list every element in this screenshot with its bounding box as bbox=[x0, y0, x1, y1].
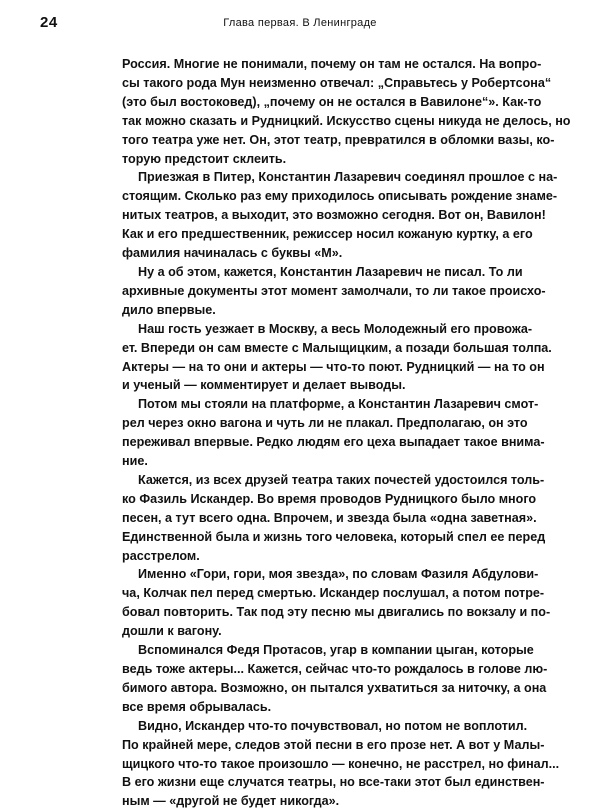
text-line: Вспоминался Федя Протасов, угар в компании цыган, которые bbox=[138, 643, 534, 658]
text-line: так можно сказать и Рудницкий. Искусство сцены никуда не делось, но bbox=[122, 113, 571, 128]
text-line: Приезжая в Питер, Константин Лазаревич соединял прошлое с на- bbox=[138, 170, 558, 185]
text-line: фамилия начиналась с буквы «М». bbox=[122, 246, 343, 261]
text-line: Ну а об этом, кажется, Константин Лазаревич не писал. То ли bbox=[138, 264, 523, 279]
text-line: все время обрывалась. bbox=[122, 699, 272, 714]
text-line: щицкого что-то такое произошло — конечно, не расстрел, но финал... bbox=[122, 756, 560, 771]
paragraph bbox=[122, 717, 560, 811]
text-line: и ученый — комментирует и делает выводы. bbox=[122, 378, 406, 393]
text-line: Актеры — на то они и актеры — что-то поют. Рудницкий — на то он bbox=[122, 359, 545, 374]
text-line: По крайней мере, следов этой песни в его прозе нет. А вот у Малы- bbox=[122, 737, 545, 752]
text-line: Россия. Многие не понимали, почему он там не остался. На вопро- bbox=[122, 57, 542, 71]
paragraph bbox=[122, 55, 571, 168]
text-line: бимого автора. Возможно, он пытался ухватиться за ниточку, а она bbox=[122, 680, 547, 695]
text-line: песен, а тут всего одна. Впрочем, и звезда была «одна заветная». bbox=[122, 510, 537, 525]
text-line: Наш гость уезжает в Москву, а весь Молодежный его провожа- bbox=[138, 321, 533, 336]
running-title: Глава первая. В Ленинграде bbox=[223, 17, 377, 29]
paragraph bbox=[122, 320, 552, 396]
text-line: Как и его предшественник, режиссер носил кожаную куртку, а его bbox=[122, 227, 533, 242]
text-line: ко Фазиль Искандер. Во время проводов Рудницкого было много bbox=[122, 491, 537, 506]
text-line: (это был востоковед), „почему он не остался в Вавилоне“». Как-то bbox=[122, 94, 542, 109]
text-line: Именно «Гори, гори, моя звезда», по словам Фазиля Абдулови- bbox=[138, 567, 539, 582]
text-line: ча, Колчак пел перед смертью. Искандер послушал, а потом потре- bbox=[122, 586, 545, 601]
text-line: дошли к вагону. bbox=[122, 624, 222, 639]
paragraph bbox=[122, 471, 546, 566]
paragraph bbox=[122, 168, 558, 263]
text-line: сы такого рода Мун неизменно отвечал: „Справьтесь у Робертсона“ bbox=[122, 75, 552, 90]
paragraph bbox=[122, 263, 546, 320]
text-line: Кажется, из всех друзей театра таких почестей удостоился толь- bbox=[138, 472, 545, 487]
text-line: нитых театров, а выходит, это возможно сегодня. Вот он, Вавилон! bbox=[122, 208, 546, 223]
text-line: расстрелом. bbox=[122, 548, 200, 563]
text-line: Потом мы стояли на платформе, а Константин Лазаревич смот- bbox=[138, 397, 539, 412]
text-line: ным — «другой не будет никогда». bbox=[122, 794, 340, 809]
text-line: рел через окно вагона и чуть ли не плакал. Предполагаю, он это bbox=[122, 416, 528, 431]
text-line: торую предстоит склеить. bbox=[122, 151, 287, 166]
text-line: ет. Впереди он сам вместе с Малыщицким, а позади большая толпа. bbox=[122, 340, 552, 355]
text-line: архивные документы этот момент замолчали, то ли такое происхо- bbox=[122, 283, 546, 298]
text-line: ние. bbox=[122, 454, 148, 469]
paragraph bbox=[122, 641, 548, 717]
body-text bbox=[122, 55, 571, 811]
text-line: переживал впервые. Редко людям его цеха выпадает такое внима- bbox=[122, 435, 545, 450]
paragraph bbox=[122, 565, 551, 641]
text-line: ведь тоже актеры... Кажется, сейчас что-то рождалось в голове лю- bbox=[122, 662, 548, 676]
text-line: бовал повторить. Так под эту песню мы двигались по вокзалу и по- bbox=[122, 605, 551, 620]
text-line: Видно, Искандер что-то почувствовал, но потом не воплотил. bbox=[138, 718, 528, 733]
text-line: В его жизни еще случатся театры, но все-таки этот был единствен- bbox=[122, 775, 545, 790]
text-line: того театра уже нет. Он, этот театр, превратился в обломки вазы, ко- bbox=[122, 132, 555, 147]
paragraph bbox=[122, 395, 545, 471]
page-number: 24 bbox=[40, 14, 58, 31]
text-line: стоящим. Сколько раз ему приходилось описывать рождение знаме- bbox=[122, 189, 558, 204]
text-line: Единственной была и жизнь того человека, который спел ее перед bbox=[122, 529, 546, 544]
text-line: дило впервые. bbox=[122, 302, 216, 317]
